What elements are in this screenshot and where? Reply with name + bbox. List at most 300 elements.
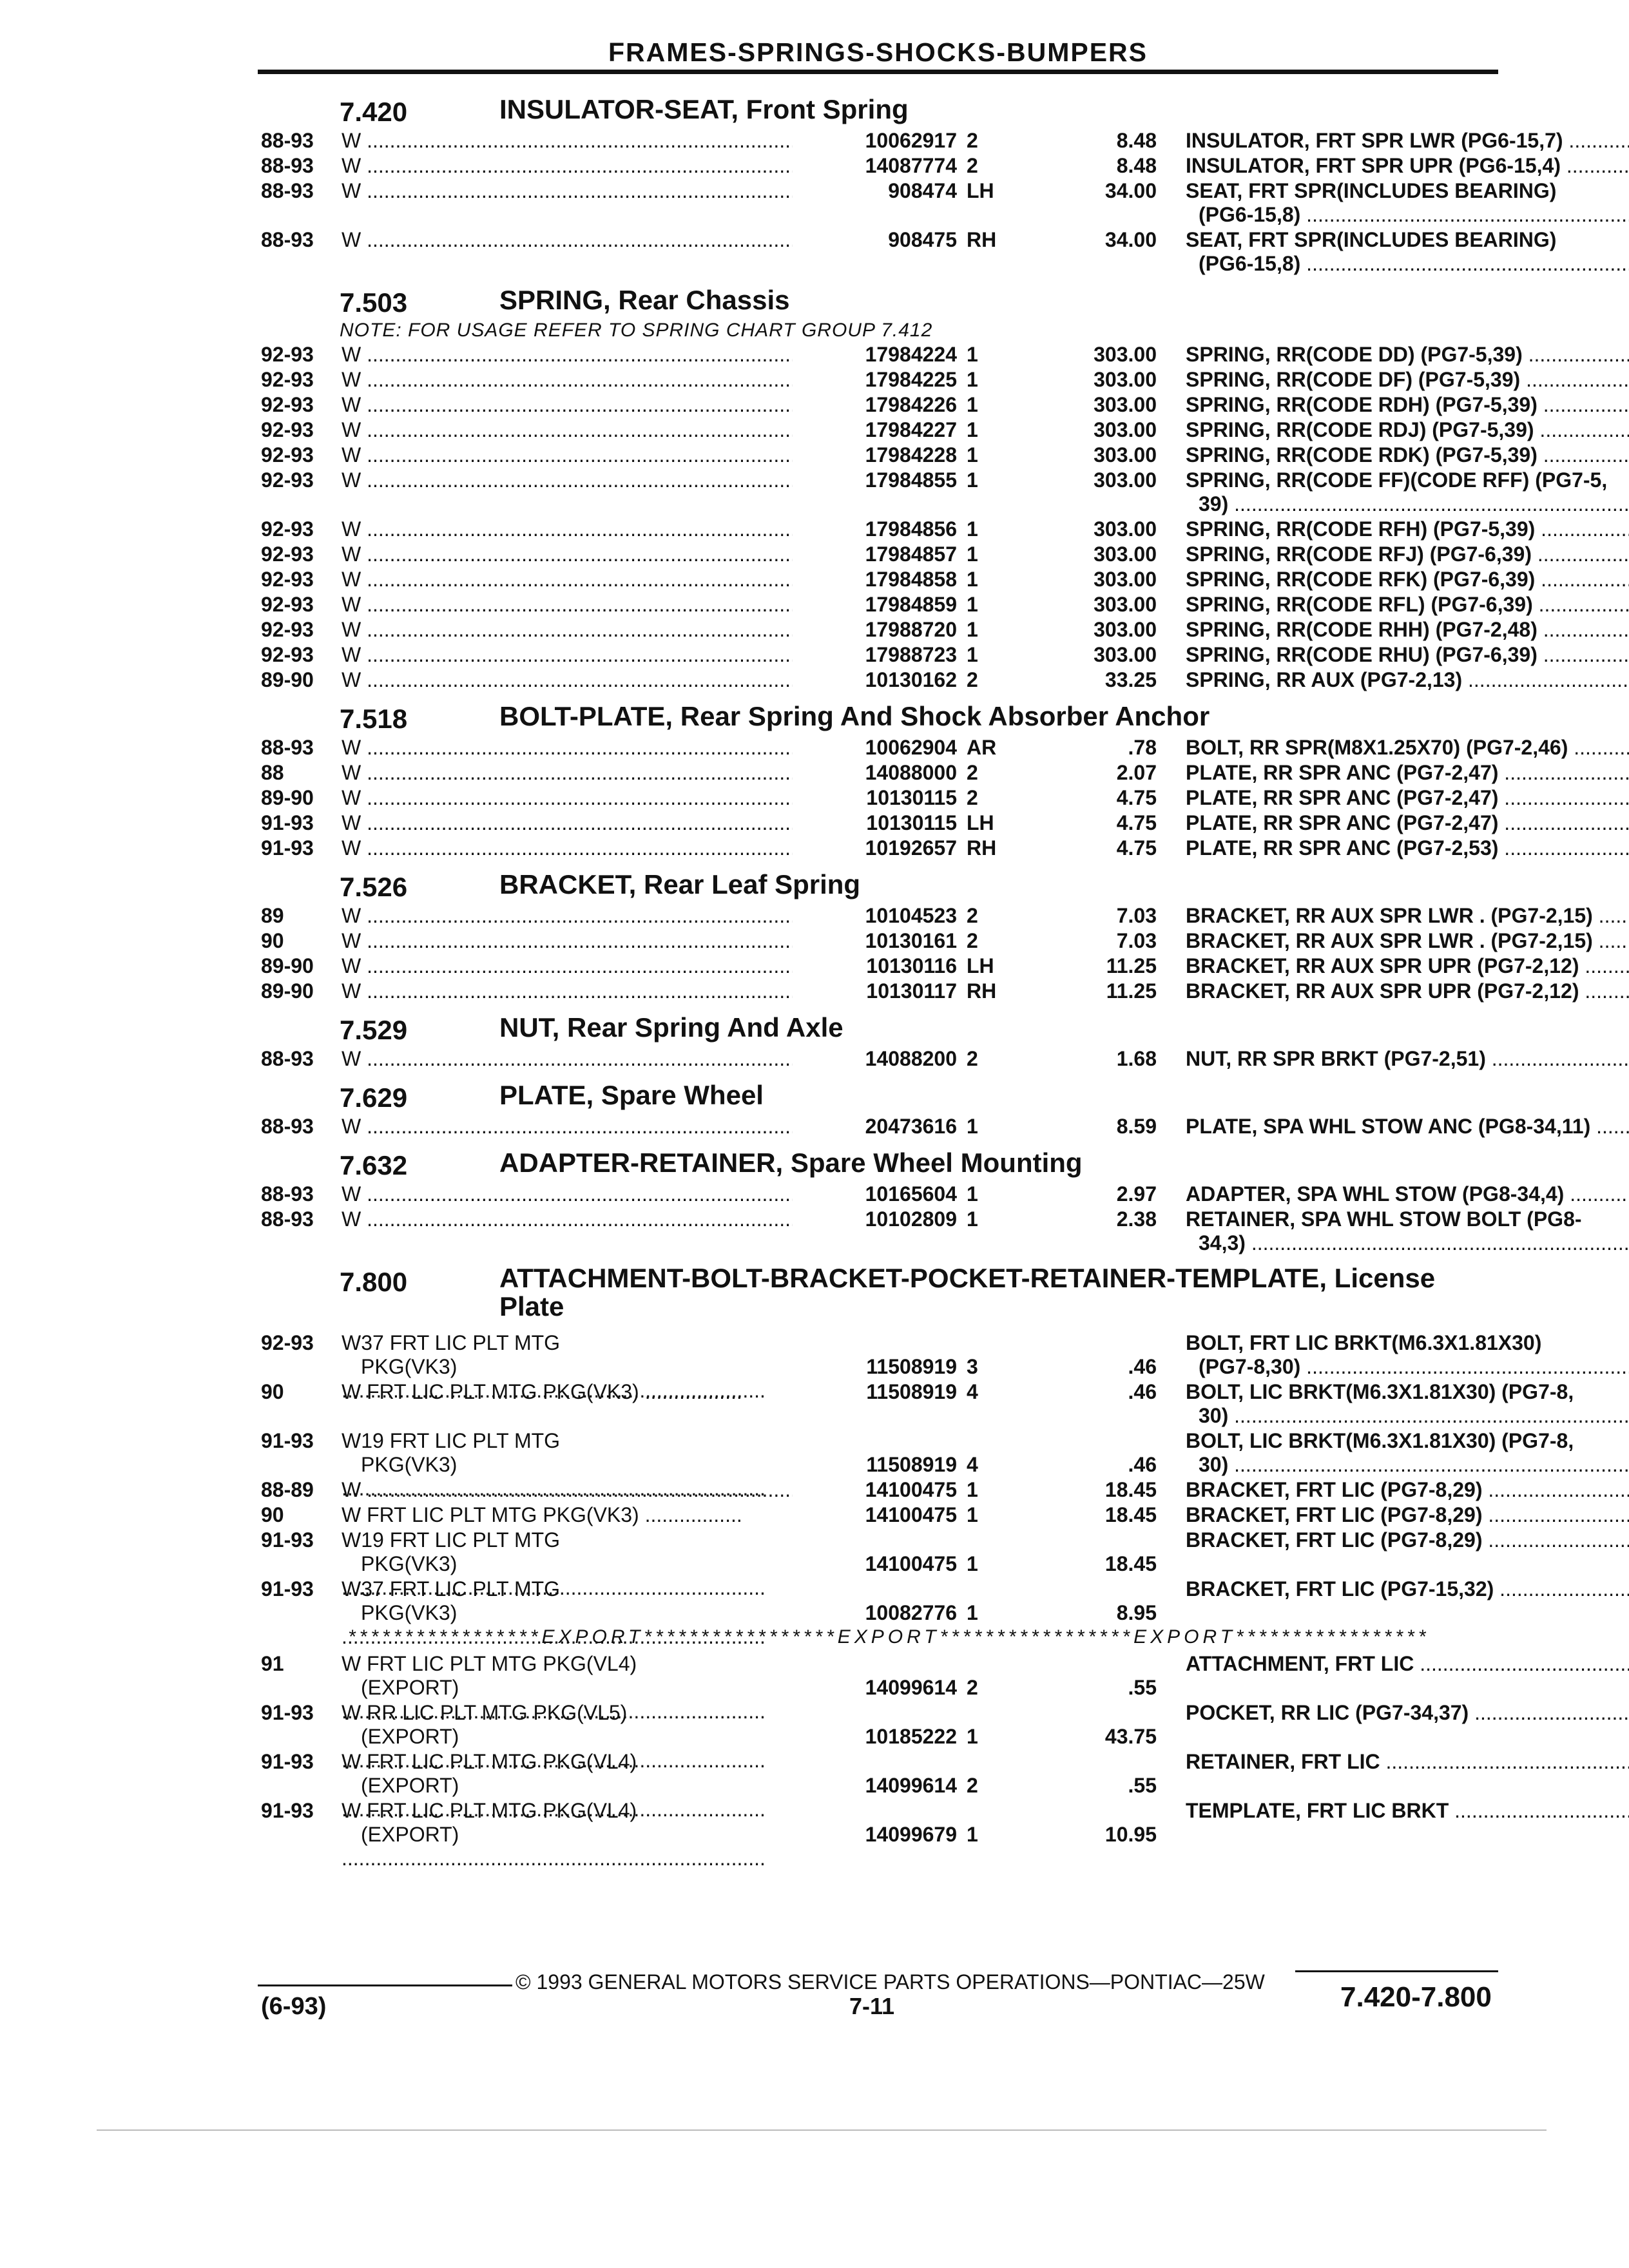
part-name: [1186, 568, 1629, 591]
name-leader: [1186, 836, 1629, 860]
table-row: [261, 368, 1521, 393]
part-name-line: SEAT, FRT SPR(INCLUDES BEARING): [1186, 228, 1557, 251]
usage-line: W19 FRT LIC PLT MTG: [342, 1429, 561, 1452]
part-name-line: 30): [1199, 1453, 1229, 1476]
table-row: [261, 643, 1537, 668]
name-leader: [1186, 1182, 1629, 1206]
model-years: 91-93: [261, 1799, 314, 1822]
section-number: 7.629: [340, 1082, 408, 1113]
catalog-section: [261, 1010, 1505, 1072]
part-number: 10130115: [866, 811, 957, 834]
table-row: [261, 979, 1579, 1004]
name-leader: [1186, 1750, 1629, 1774]
footer-rule: [258, 1984, 512, 1986]
usage-leader: [342, 568, 793, 591]
part-number: 10062904: [865, 736, 957, 759]
export-label: EXPORT: [541, 1626, 644, 1648]
part-name-line: RETAINER, SPA WHL STOW BOLT (PG8-: [1186, 1207, 1582, 1231]
name-leader: [1186, 1355, 1629, 1379]
part-number: 14088200: [865, 1047, 957, 1070]
table-row: [261, 1577, 1505, 1626]
usage-line: W: [342, 228, 361, 251]
quantity: 2: [967, 129, 978, 152]
quantity: 1: [967, 468, 978, 492]
table-row: [261, 1750, 1505, 1799]
table-row: [261, 443, 1537, 468]
part-name: [1186, 179, 1629, 227]
part-name: [1186, 443, 1629, 467]
part-name-line: SPRING, RR(CODE DF) (PG7-5,39): [1186, 368, 1521, 391]
name-leader: [1186, 203, 1629, 227]
quantity: 2: [967, 761, 978, 784]
part-name: [1186, 1577, 1629, 1601]
quantity: 4: [967, 1453, 978, 1476]
part-name-line: SPRING, RR AUX (PG7-2,13): [1186, 668, 1463, 691]
part-name: [1186, 904, 1629, 928]
quantity: 4: [967, 1380, 978, 1403]
part-name-line: BOLT, RR SPR(M8X1.25X70) (PG7-2,46): [1186, 736, 1568, 759]
part-name-line: SPRING, RR(CODE RFL) (PG7-6,39): [1186, 593, 1533, 616]
usage-line: W: [342, 1182, 361, 1206]
part-number: 17984224: [865, 343, 957, 366]
part-number: 17984227: [865, 418, 957, 441]
name-leader: [1186, 568, 1629, 591]
price: 303.00: [1094, 468, 1157, 492]
usage-line: W FRT LIC PLT MTG PKG(VL4): [342, 1799, 637, 1822]
part-name: [1186, 1799, 1629, 1823]
usage-line: W: [342, 954, 361, 977]
price: 1.68: [1116, 1047, 1157, 1070]
quantity: 1: [967, 1601, 978, 1624]
part-name-line: 30): [1199, 1404, 1229, 1427]
usage-leader: [342, 643, 793, 667]
table-row: [261, 468, 1608, 517]
usage-leader: [342, 543, 793, 566]
part-number: 17984858: [865, 568, 957, 591]
name-leader: [1186, 1115, 1629, 1139]
quantity: 1: [967, 1182, 978, 1206]
model-years: 88-93: [261, 1047, 314, 1070]
name-leader: [1186, 904, 1629, 928]
section-title: NUT, Rear Spring And Axle: [499, 1012, 843, 1043]
part-number: 10130162: [865, 668, 957, 691]
footer-rule: [1295, 1970, 1498, 1972]
part-number: 908475: [888, 228, 957, 251]
part-name: [1186, 228, 1629, 276]
part-number: 10130116: [866, 954, 957, 977]
usage-line: W: [342, 517, 361, 541]
quantity: 1: [967, 1478, 978, 1501]
part-name-line: BRACKET, FRT LIC (PG7-15,32): [1186, 1577, 1494, 1600]
name-leader: [1186, 1404, 1629, 1428]
model-years: 88-93: [261, 154, 314, 177]
usage-line: W: [342, 643, 361, 666]
part-name-line: BRACKET, RR AUX SPR UPR (PG7-2,12): [1186, 954, 1579, 977]
part-name: [1186, 343, 1629, 367]
table-row: [261, 1047, 1505, 1072]
quantity: LH: [967, 811, 994, 834]
price: 2.07: [1116, 761, 1157, 784]
name-leader: [1186, 736, 1629, 760]
table-row: [261, 568, 1536, 593]
usage-leader: [342, 786, 793, 810]
name-leader: [1186, 1701, 1629, 1725]
usage-line: W FRT LIC PLT MTG PKG(VL4): [342, 1652, 637, 1675]
part-number: 17984226: [865, 393, 957, 416]
model-years: 92-93: [261, 343, 314, 366]
section-number: 7.503: [340, 287, 408, 318]
name-leader: [1186, 468, 1629, 492]
part-number: 17984228: [865, 443, 957, 466]
usage-leader: [342, 904, 793, 928]
price: 303.00: [1094, 543, 1157, 566]
section-title: PLATE, Spare Wheel: [499, 1080, 764, 1110]
model-years: 91-93: [261, 1528, 314, 1552]
part-number: 908474: [888, 179, 957, 202]
model-years: 92-93: [261, 443, 314, 466]
price: 8.95: [1116, 1601, 1157, 1624]
price: 7.03: [1116, 929, 1157, 952]
part-name: [1186, 1182, 1629, 1206]
table-row: [261, 811, 1505, 836]
quantity: 2: [967, 154, 978, 177]
quantity: 1: [967, 393, 978, 416]
section-heading: [261, 1145, 1505, 1182]
section-title: BOLT-PLATE, Rear Spring And Shock Absorber Anchor: [499, 701, 1210, 731]
part-number: 11508919: [866, 1355, 957, 1378]
usage-line: W FRT LIC PLT MTG PKG(VK3): [342, 1380, 639, 1403]
part-name-line: BRACKET, RR AUX SPR UPR (PG7-2,12): [1186, 979, 1579, 1003]
price: 11.25: [1106, 954, 1157, 977]
part-number: 14088000: [865, 761, 957, 784]
part-name: [1186, 1047, 1629, 1071]
price: 7.03: [1116, 904, 1157, 927]
table-row: [261, 129, 1563, 154]
table-row: [261, 179, 1557, 228]
part-name: [1186, 1478, 1629, 1502]
name-leader: [1186, 129, 1629, 153]
part-name-line: 34,3): [1199, 1231, 1246, 1254]
table-row: [261, 393, 1537, 418]
part-name-line: POCKET, RR LIC (PG7-34,37): [1186, 1701, 1469, 1724]
usage-line: (EXPORT): [361, 1823, 459, 1846]
usage-line: W: [342, 593, 361, 616]
part-name-line: PLATE, RR SPR ANC (PG7-2,47): [1186, 811, 1499, 834]
usage-line: W19 FRT LIC PLT MTG: [342, 1528, 561, 1552]
name-leader: [1186, 1577, 1629, 1601]
quantity: LH: [967, 179, 994, 202]
part-name: [1186, 468, 1629, 516]
part-name-line: SPRING, RR(CODE RFK) (PG7-6,39): [1186, 568, 1536, 591]
table-row: [261, 343, 1523, 368]
usage-line: PKG(VK3): [361, 1552, 458, 1575]
quantity: 1: [967, 1725, 978, 1748]
part-name: [1186, 129, 1629, 153]
part-name: [1186, 1207, 1629, 1255]
quantity: RH: [967, 228, 997, 251]
quantity: 2: [967, 1047, 978, 1070]
part-name: [1186, 786, 1629, 810]
price: 43.75: [1104, 1725, 1157, 1748]
part-name-line: 39): [1199, 492, 1229, 515]
part-name-line: SPRING, RR(CODE RHU) (PG7-6,39): [1186, 643, 1537, 666]
part-name-line: BRACKET, FRT LIC (PG7-8,29): [1186, 1503, 1483, 1526]
price: 303.00: [1094, 618, 1157, 641]
part-name: [1186, 1429, 1629, 1477]
quantity: AR: [967, 736, 997, 759]
part-number: 17984855: [865, 468, 957, 492]
price: 303.00: [1094, 343, 1157, 366]
part-number: 10185222: [865, 1725, 957, 1748]
usage-line: W: [342, 668, 361, 691]
section-heading: [261, 867, 1505, 904]
part-name: [1186, 154, 1629, 178]
model-years: 92-93: [261, 418, 314, 441]
price: 303.00: [1094, 393, 1157, 416]
part-name-line: PLATE, SPA WHL STOW ANC (PG8-34,11): [1186, 1115, 1591, 1138]
usage-line: W: [342, 368, 361, 391]
name-leader: [1186, 1380, 1629, 1404]
name-leader: [1186, 1652, 1629, 1676]
usage-leader: [342, 418, 793, 442]
name-leader: [1186, 1799, 1629, 1823]
part-name: [1186, 836, 1629, 860]
price: 34.00: [1104, 228, 1157, 251]
table-row: [261, 543, 1532, 568]
section-number: 7.420: [340, 97, 408, 127]
usage-leader: [342, 443, 793, 467]
quantity: 2: [967, 668, 978, 691]
part-name: [1186, 643, 1629, 667]
usage-line: W: [342, 129, 361, 152]
price: 10.95: [1104, 1823, 1157, 1846]
part-name-line: ADAPTER, SPA WHL STOW (PG8-34,4): [1186, 1182, 1565, 1206]
part-number: 14099614: [865, 1676, 957, 1699]
part-name-line: SPRING, RR(CODE RDH) (PG7-5,39): [1186, 393, 1537, 416]
usage-line: W: [342, 618, 361, 641]
model-years: 89-90: [261, 954, 314, 977]
quantity: 1: [967, 517, 978, 541]
part-name: [1186, 761, 1629, 785]
table-row: [261, 929, 1593, 954]
quantity: 1: [967, 1552, 978, 1575]
quantity: 3: [967, 1355, 978, 1378]
usage-leader: [342, 618, 793, 642]
model-years: 88-93: [261, 1207, 314, 1231]
name-leader: [1186, 368, 1629, 392]
table-row: [261, 517, 1536, 543]
part-name: [1186, 418, 1629, 442]
part-number: 17984856: [865, 517, 957, 541]
model-years: 92-93: [261, 568, 314, 591]
name-leader: [1186, 343, 1629, 367]
export-stars: *****************: [348, 1626, 542, 1648]
model-years: 88-93: [261, 179, 314, 202]
part-number: 10192657: [865, 836, 957, 860]
section-heading: [261, 1262, 1505, 1331]
price: .46: [1128, 1453, 1157, 1476]
name-leader: [1186, 1231, 1629, 1255]
part-number: 10104523: [865, 904, 957, 927]
part-number: 17984859: [865, 593, 957, 616]
price: 18.45: [1104, 1552, 1157, 1575]
table-row: [261, 1331, 1542, 1380]
usage-line: PKG(VK3): [361, 1601, 458, 1624]
name-leader: [1186, 643, 1629, 667]
part-name-line: SPRING, RR(CODE FF)(CODE RFF) (PG7-5,: [1186, 468, 1608, 492]
name-leader: [1186, 154, 1629, 178]
usage-line: W: [342, 786, 361, 809]
name-leader: [1186, 593, 1629, 617]
section-heading: [261, 282, 1505, 320]
price: 18.45: [1104, 1503, 1157, 1526]
part-name: [1186, 736, 1629, 760]
name-leader: [1186, 418, 1629, 442]
part-name: [1186, 593, 1629, 617]
price: 33.25: [1104, 668, 1157, 691]
usage-line: W: [342, 1207, 361, 1231]
usage-leader: [342, 1601, 767, 1649]
usage-line: W: [342, 811, 361, 834]
section-number: 7.632: [340, 1150, 408, 1180]
header-rule: [258, 70, 1498, 74]
part-number: 10130115: [866, 786, 957, 809]
table-row: [261, 786, 1505, 811]
usage-leader: [342, 1478, 793, 1502]
part-number: 17988720: [865, 618, 957, 641]
part-number: 14099679: [865, 1823, 957, 1846]
price: 18.45: [1104, 1478, 1157, 1501]
part-name: [1186, 1750, 1629, 1774]
export-label: EXPORT: [1133, 1626, 1236, 1648]
part-name-line: PLATE, RR SPR ANC (PG7-2,53): [1186, 836, 1499, 860]
table-row: [261, 668, 1505, 693]
price: .55: [1128, 1774, 1157, 1797]
price: 303.00: [1094, 443, 1157, 466]
usage-leader: [342, 668, 793, 692]
model-years: 90: [261, 929, 284, 952]
part-name: [1186, 393, 1629, 417]
scan-line: [97, 2129, 1547, 2131]
price: 4.75: [1116, 786, 1157, 809]
part-name-line: SPRING, RR(CODE RHH) (PG7-2,48): [1186, 618, 1537, 641]
section-title: BRACKET, Rear Leaf Spring: [499, 869, 861, 899]
part-name-line: BOLT, LIC BRKT(M6.3X1.81X30) (PG7-8,: [1186, 1380, 1574, 1403]
table-row: [261, 1503, 1505, 1528]
usage-leader: [342, 1182, 793, 1206]
part-name: [1186, 1701, 1629, 1725]
part-name-line: BOLT, FRT LIC BRKT(M6.3X1.81X30): [1186, 1331, 1542, 1354]
model-years: 89-90: [261, 786, 314, 809]
table-row: [261, 904, 1593, 929]
usage-leader: [342, 343, 793, 367]
table-row: [261, 1182, 1565, 1207]
price: 8.48: [1116, 129, 1157, 152]
model-years: 92-93: [261, 517, 314, 541]
catalog-section: [261, 867, 1593, 1004]
quantity: 1: [967, 1503, 978, 1526]
name-leader: [1186, 252, 1629, 276]
name-leader: [1186, 954, 1629, 978]
part-name: [1186, 543, 1629, 566]
usage-leader: [342, 593, 793, 617]
usage-leader: [342, 736, 793, 760]
part-name-line: (PG6-15,8): [1199, 203, 1301, 226]
name-leader: [1186, 228, 1629, 252]
usage-line: W: [342, 1478, 361, 1501]
usage-line: W FRT LIC PLT MTG PKG(VK3): [342, 1503, 639, 1526]
usage-leader: [342, 1047, 793, 1071]
part-name-line: BOLT, LIC BRKT(M6.3X1.81X30) (PG7-8,: [1186, 1429, 1574, 1452]
price: 303.00: [1094, 517, 1157, 541]
part-name-line: (PG7-8,30): [1199, 1355, 1301, 1378]
quantity: 1: [967, 343, 978, 366]
quantity: 1: [967, 1823, 978, 1846]
model-years: 92-93: [261, 618, 314, 641]
footer-copyright: © 1993 GENERAL MOTORS SERVICE PARTS OPERATIONS—PONTIAC—25W: [516, 1970, 1265, 1994]
usage-leader: [342, 228, 793, 252]
usage-leader: [342, 393, 793, 417]
price: 8.59: [1116, 1115, 1157, 1138]
export-stars: *****************: [1235, 1626, 1430, 1648]
model-years: 88-93: [261, 1115, 314, 1138]
model-years: 89-90: [261, 668, 314, 691]
model-years: 88-93: [261, 1182, 314, 1206]
model-years: 90: [261, 1503, 284, 1526]
model-years: 92-93: [261, 393, 314, 416]
table-row: [261, 593, 1533, 618]
part-number: 14100475: [865, 1478, 957, 1501]
section-title: SPRING, Rear Chassis: [499, 285, 790, 315]
part-name: [1186, 1652, 1629, 1676]
name-leader: [1186, 1478, 1629, 1502]
usage-line: W: [342, 393, 361, 416]
page-header: FRAMES-SPRINGS-SHOCKS-BUMPERS: [608, 37, 1148, 67]
table-row: [261, 1701, 1505, 1750]
usage-line: W: [342, 904, 361, 927]
part-name-line: (PG6-15,8): [1199, 252, 1301, 275]
catalog-section: [261, 1262, 1574, 1848]
model-years: 91-93: [261, 1701, 314, 1724]
name-leader: [1186, 1503, 1629, 1527]
usage-leader: [342, 179, 793, 203]
name-leader: [1186, 786, 1629, 810]
price: .46: [1128, 1355, 1157, 1378]
part-number: 11508919: [866, 1453, 957, 1476]
usage-leader: [342, 1823, 767, 1870]
quantity: 1: [967, 643, 978, 666]
name-leader: [1186, 517, 1629, 541]
usage-line: W: [342, 343, 361, 366]
part-name-line: SPRING, RR(CODE RDK) (PG7-5,39): [1186, 443, 1537, 466]
table-row: [261, 1799, 1505, 1848]
usage-line: W: [342, 443, 361, 466]
model-years: 88-93: [261, 129, 314, 152]
usage-line: (EXPORT): [361, 1725, 459, 1748]
usage-line: W: [342, 418, 361, 441]
table-row: [261, 1652, 1505, 1701]
usage-leader: [342, 154, 793, 178]
table-row: [261, 1115, 1591, 1140]
part-name: [1186, 1331, 1629, 1379]
section-number: 7.800: [340, 1267, 408, 1297]
price: 303.00: [1094, 368, 1157, 391]
quantity: 2: [967, 786, 978, 809]
section-number: 7.518: [340, 704, 408, 734]
part-name: [1186, 979, 1629, 1003]
quantity: 1: [967, 1115, 978, 1138]
price: 4.75: [1116, 811, 1157, 834]
